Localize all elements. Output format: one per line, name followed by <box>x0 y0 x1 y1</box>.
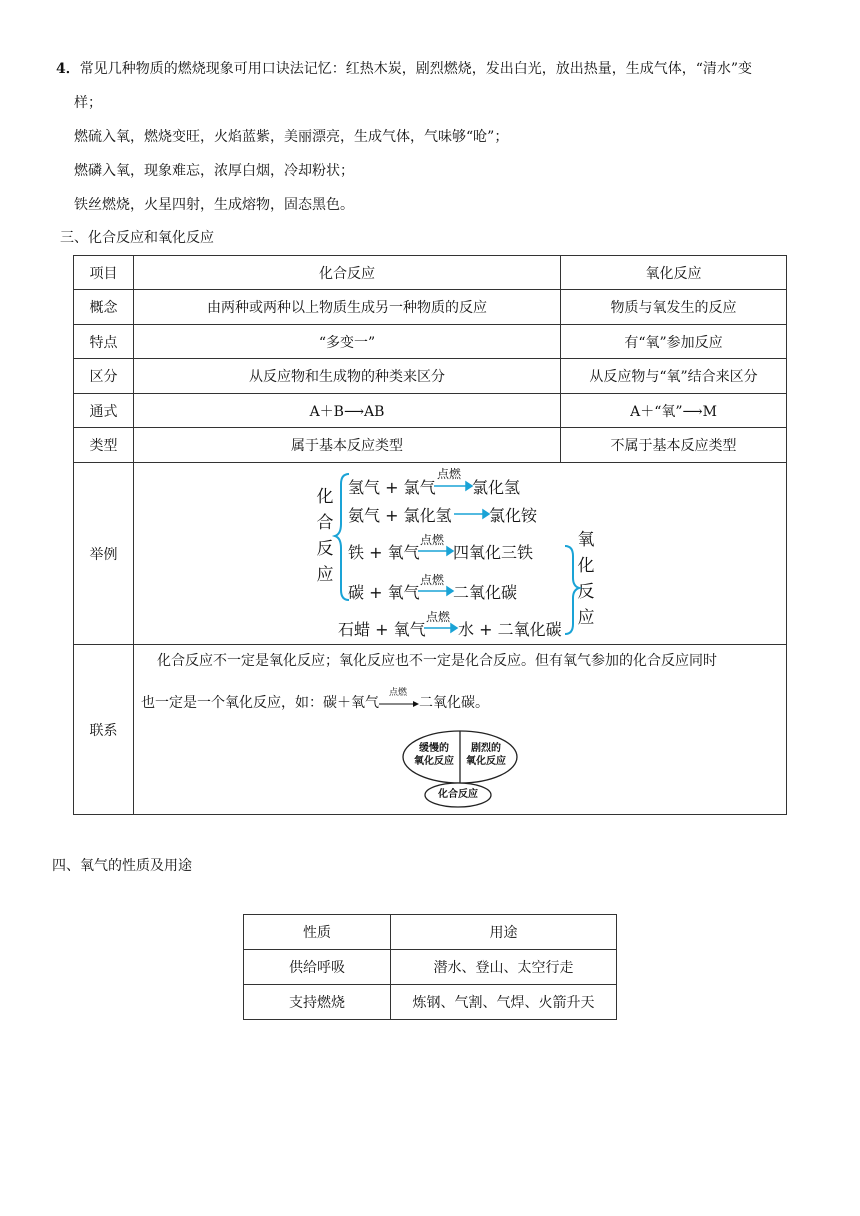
reaction3-product: 四氧化三铁 <box>453 543 534 562</box>
reaction3-condition: 点燃 <box>420 533 445 547</box>
section4-line3: 燃硫入氧，燃烧变旺，火焰蓝紫，美丽漂亮，生成气体，气味够“呛”； <box>74 129 509 145</box>
reaction4-reactants: 碳 + 氧气 <box>348 583 420 602</box>
row-oxidation: 有“氧”参加反应 <box>561 325 787 359</box>
section4-line2: 样； <box>74 95 102 111</box>
oxygen-properties-table <box>243 914 617 1020</box>
row-combination: “多变一” <box>134 325 561 359</box>
reaction1-condition: 点燃 <box>437 467 462 481</box>
header-use: 用途 <box>391 915 617 950</box>
relation-text-pre: 也一定是一个氧化反应，如：碳＋氧气 <box>141 695 379 711</box>
left-brace <box>335 474 349 600</box>
heading-section4: 四、氧气的性质及用途 <box>52 858 192 874</box>
relation-text-line2 <box>141 688 489 713</box>
combination-vertical-label: 化 合 反 应 <box>316 487 334 585</box>
table-row <box>244 950 617 985</box>
header-combination: 化合反应 <box>134 256 561 290</box>
section4-line1-text: 常见几种物质的燃烧现象可用口诀法记忆：红热木炭，剧烈燃烧，发出白光，放出热量，生成气体，“清水”变 <box>79 61 753 77</box>
venn-slow-oxidation: 缓慢的 氧化反应 <box>414 743 454 767</box>
row-use: 炼钢、气割、气焊、火箭升天 <box>391 985 617 1020</box>
reaction1-product: 氯化氢 <box>472 478 521 497</box>
section4-number: 4． <box>56 61 80 77</box>
venn-fast-oxidation: 剧烈的 氧化反应 <box>466 743 506 767</box>
row-use: 潜水、登山、太空行走 <box>391 950 617 985</box>
relation-arrow-condition: 点燃 <box>389 688 408 698</box>
header-oxidation: 氧化反应 <box>561 256 787 290</box>
reaction4-product: 二氧化碳 <box>453 583 518 602</box>
reaction5-condition: 点燃 <box>426 610 451 624</box>
relation-arrow <box>379 688 419 713</box>
row-label: 类型 <box>74 428 134 463</box>
row-label: 区分 <box>74 359 134 394</box>
row-oxidation: 不属于基本反应类型 <box>561 428 787 463</box>
row-label: 特点 <box>74 325 134 359</box>
row-property: 供给呼吸 <box>244 950 391 985</box>
row-label: 通式 <box>74 394 134 428</box>
relation-label: 联系 <box>74 645 134 815</box>
section4-line5: 铁丝燃烧，火星四射，生成熔物，固态黑色。 <box>74 197 354 213</box>
oxidation-vertical-label: 氧 化 反 应 <box>577 530 595 628</box>
reaction5-products: 水 + 二氧化碳 <box>458 620 562 639</box>
row-oxidation: A＋“氧”⟶M <box>561 394 787 428</box>
example-label: 举例 <box>74 463 134 645</box>
relation-text-post: 二氧化碳。 <box>419 695 489 711</box>
reaction2-product: 氯化铵 <box>489 506 538 525</box>
header-property: 性质 <box>244 915 391 950</box>
row-oxidation: 从反应物与“氧”结合来区分 <box>561 359 787 394</box>
row-label: 概念 <box>74 290 134 325</box>
row-property: 支持燃烧 <box>244 985 391 1020</box>
section4-line4: 燃磷入氧，现象难忘，浓厚白烟，冷却粉状； <box>74 163 354 179</box>
row-combination: 由两种或两种以上物质生成另一种物质的反应 <box>134 290 561 325</box>
venn-combination: 化合反应 <box>438 789 478 800</box>
row-combination: 属于基本反应类型 <box>134 428 561 463</box>
header-item: 项目 <box>74 256 134 290</box>
reaction2-reactants: 氨气 + 氯化氢 <box>348 506 452 525</box>
row-combination: 从反应物和生成物的种类来区分 <box>134 359 561 394</box>
relation-text-line1: 化合反应不一定是氧化反应；氧化反应也不一定是化合反应。但有氧气参加的化合反应同时 <box>157 653 717 669</box>
heading-section3: 三、化合反应和氧化反应 <box>60 230 214 246</box>
row-combination: A＋B⟶AB <box>134 394 561 428</box>
right-brace <box>565 546 579 634</box>
reaction4-condition: 点燃 <box>420 573 445 587</box>
row-oxidation: 物质与氧发生的反应 <box>561 290 787 325</box>
reaction1-reactants: 氢气 + 氯气 <box>348 478 436 497</box>
reaction3-reactants: 铁 + 氧气 <box>348 543 420 562</box>
table-row <box>244 985 617 1020</box>
reaction5-reactants: 石蜡 + 氧气 <box>338 620 426 639</box>
